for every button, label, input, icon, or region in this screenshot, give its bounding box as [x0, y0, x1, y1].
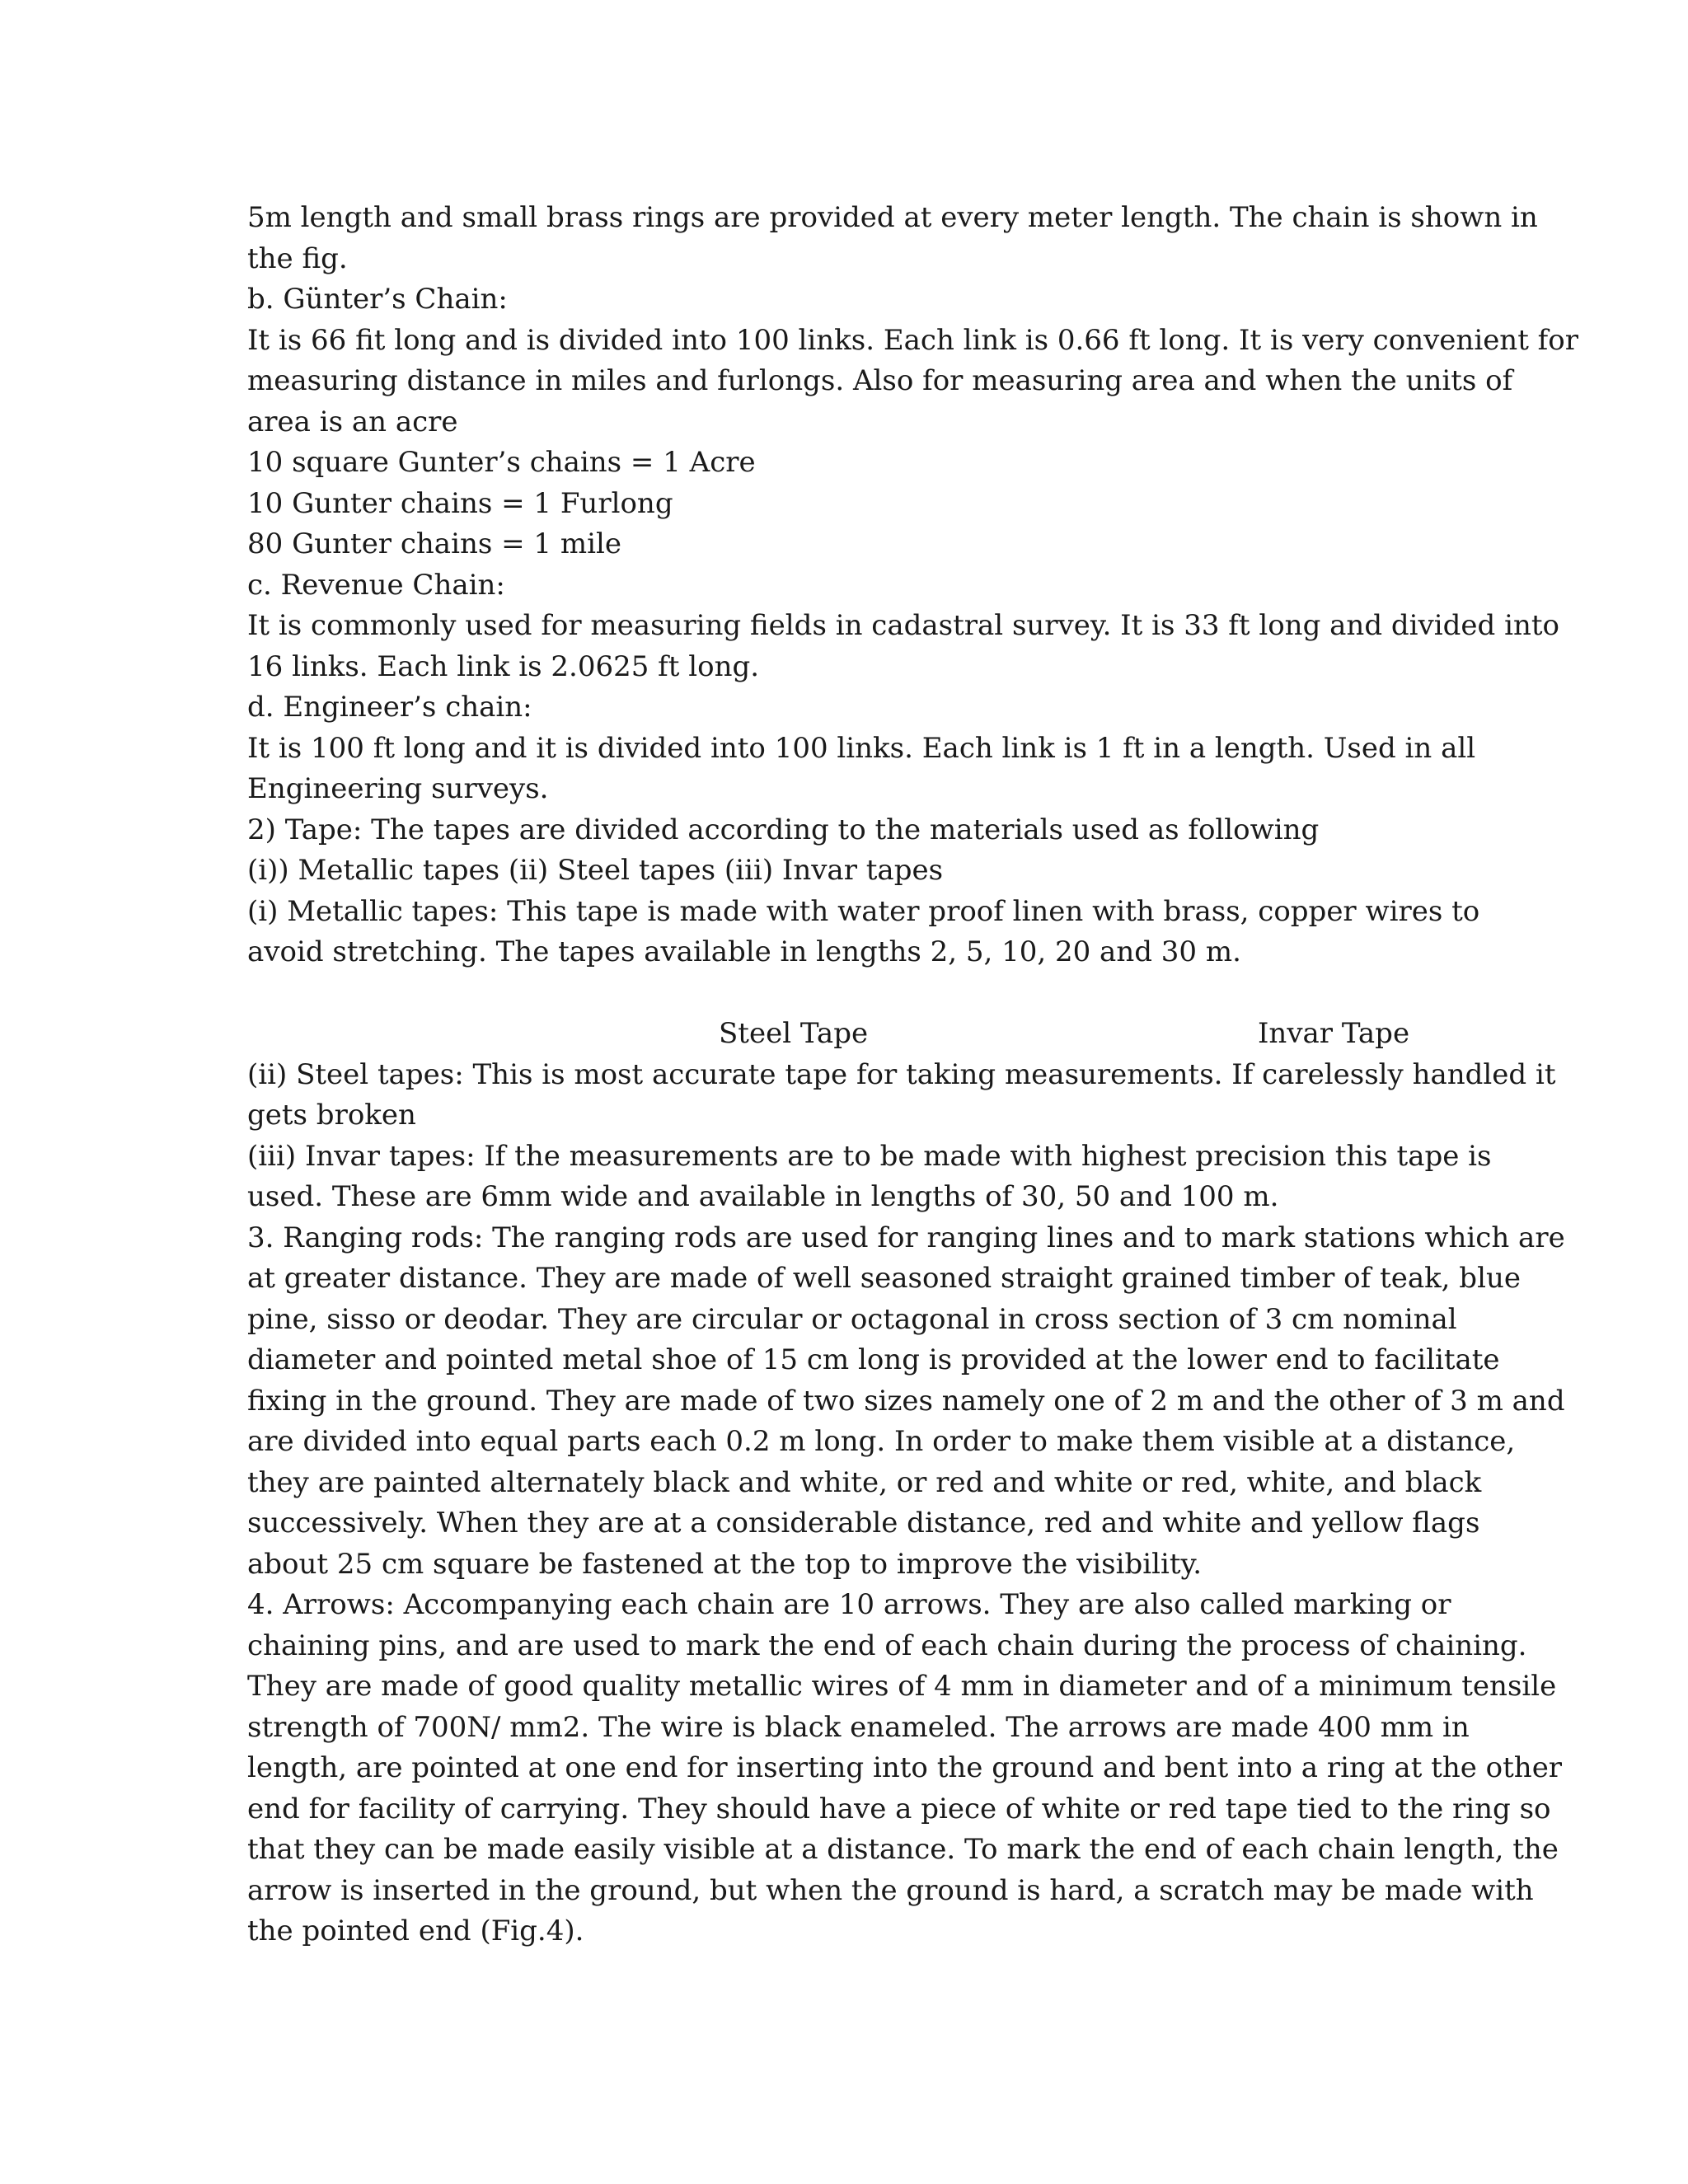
steel-tape-caption: Steel Tape: [719, 1017, 869, 1050]
section-heading: c. Revenue Chain:: [247, 568, 505, 602]
text-line: length, are pointed at one end for inserting into the ground and bent into a ring at the other: [247, 1751, 1563, 1784]
text-line: avoid stretching. The tapes available in lengths 2, 5, 10, 20 and 30 m.: [247, 935, 1241, 968]
text-line: gets broken: [247, 1099, 416, 1132]
text-line: 10 square Gunter’s chains = 1 Acre: [247, 446, 756, 479]
text-line: end for facility of carrying. They should have a piece of white or red tape tied to the ring so: [247, 1792, 1551, 1825]
text-line: chaining pins, and are used to mark the end of each chain during the process of chaining.: [247, 1629, 1527, 1662]
text-line: the pointed end (Fig.4).: [247, 1915, 584, 1947]
text-line: 3. Ranging rods: The ranging rods are used for ranging lines and to mark stations which are: [247, 1221, 1565, 1254]
body-text: [247, 198, 1578, 1952]
text-line: strength of 700N/ mm2. The wire is black enameled. The arrows are made 400 mm in: [247, 1710, 1470, 1744]
text-line: 2) Tape: The tapes are divided according to the materials used as following: [247, 813, 1320, 846]
text-line: 80 Gunter chains = 1 mile: [247, 527, 621, 560]
blank-line: [247, 973, 1451, 1015]
text-line: Engineering surveys.: [247, 772, 549, 805]
text-line: It is commonly used for measuring fields in cadastral survey. It is 33 ft long and divided into: [247, 609, 1559, 642]
text-line: pine, sisso or deodar. They are circular or octagonal in cross section of 3 cm nominal: [247, 1302, 1457, 1336]
text-line: (i)) Metallic tapes (ii) Steel tapes (iii) Invar tapes: [247, 854, 944, 887]
text-line: 10 Gunter chains = 1 Furlong: [247, 486, 673, 520]
text-line: (iii) Invar tapes: If the measurements are to be made with highest precision this tape is: [247, 1139, 1492, 1173]
text-line: (i) Metallic tapes: This tape is made with water proof linen with brass, copper wires to: [247, 894, 1480, 928]
text-line: successively. When they are at a considerable distance, red and white and yellow flags: [247, 1507, 1480, 1540]
text-line: It is 66 fit long and is divided into 100 links. Each link is 0.66 ft long. It is very convenient for: [247, 323, 1578, 357]
text-line: the fig.: [247, 241, 348, 275]
text-line: arrow is inserted in the ground, but when the ground is hard, a scratch may be made with: [247, 1873, 1534, 1907]
text-line: diameter and pointed metal shoe of 15 cm long is provided at the lower end to facilitate: [247, 1343, 1500, 1376]
text-line: about 25 cm square be fastened at the top to improve the visibility.: [247, 1547, 1203, 1581]
text-line: they are painted alternately black and white, or red and white or red, white, and black: [247, 1465, 1482, 1499]
invar-tape-caption: Invar Tape: [1258, 1017, 1410, 1050]
text-line: It is 100 ft long and it is divided into 100 links. Each link is 1 ft in a length. Used in all: [247, 731, 1476, 765]
text-line: They are made of good quality metallic wires of 4 mm in diameter and of a minimum tensile: [247, 1670, 1557, 1703]
text-line: that they can be made easily visible at a distance. To mark the end of each chain length, the: [247, 1833, 1559, 1866]
text-line: at greater distance. They are made of well seasoned straight grained timber of teak, blue: [247, 1262, 1521, 1295]
text-line: 4. Arrows: Accompanying each chain are 10 arrows. They are also called marking or: [247, 1588, 1451, 1621]
text-line: 16 links. Each link is 2.0625 ft long.: [247, 649, 760, 683]
text-line: area is an acre: [247, 405, 458, 438]
text-line: are divided into equal parts each 0.2 m long. In order to make them visible at a distance,: [247, 1425, 1516, 1458]
text-line: used. These are 6mm wide and available in lengths of 30, 50 and 100 m.: [247, 1180, 1279, 1213]
text-line: (ii) Steel tapes: This is most accurate tape for taking measurements. If carelessly handled it: [247, 1057, 1556, 1091]
section-heading: b. Günter’s Chain:: [247, 283, 508, 316]
section-heading: d. Engineer’s chain:: [247, 691, 532, 724]
text-line: measuring distance in miles and furlongs. Also for measuring area and when the units of: [247, 364, 1513, 397]
figure-captions: [247, 1014, 1451, 1055]
text-line: fixing in the ground. They are made of two sizes namely one of 2 m and the other of 3 m and: [247, 1384, 1565, 1418]
text-line: 5m length and small brass rings are provided at every meter length. The chain is shown in: [247, 201, 1538, 234]
